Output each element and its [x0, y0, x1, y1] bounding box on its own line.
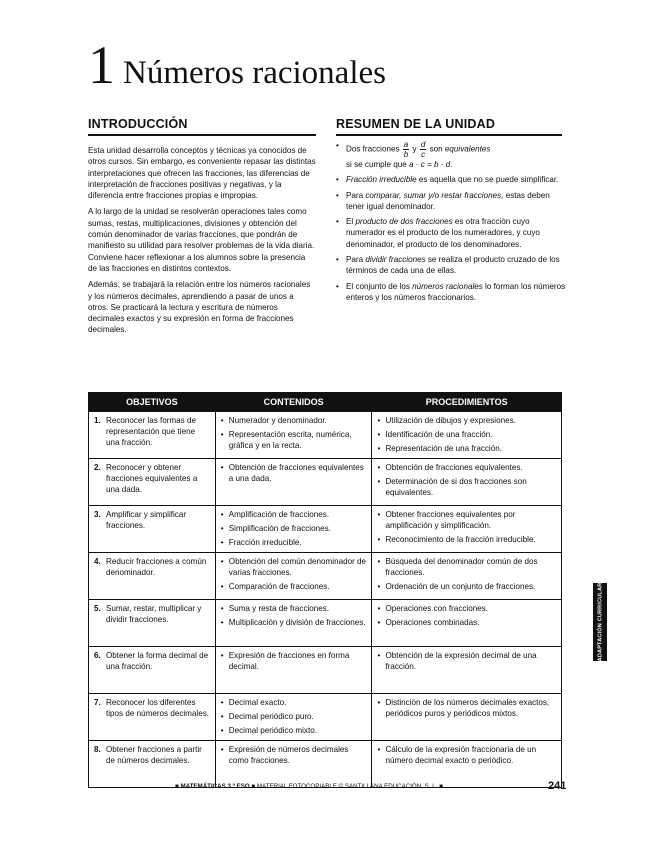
- header-objetivos: OBJETIVOS: [89, 393, 216, 412]
- content-item: • Expresión de fracciones en forma decimal.: [221, 650, 368, 672]
- summary-rule: [336, 134, 562, 136]
- table-row: [89, 459, 562, 506]
- content-cell: [215, 600, 372, 647]
- procedure-item: • Cálculo de la expresión fraccionaria de un número decimal exacto o periódico.: [377, 744, 557, 766]
- table-row: [89, 741, 562, 788]
- objective-number: 3.: [94, 510, 101, 519]
- intro-text: [88, 145, 316, 341]
- content-item: • Suma y resta de fracciones.: [221, 603, 368, 614]
- procedure-item: • Obtener fracciones equivalentes por amplificación y simplificación.: [377, 509, 557, 531]
- content-item: • Obtención del común denominador de varias fracciones.: [221, 556, 368, 578]
- fraction-a-b: $\frac{a}{b}$: [403, 140, 409, 159]
- content-cell: [215, 647, 372, 694]
- content-item: • Simplificación de fracciones.: [221, 523, 368, 534]
- procedure-item: • Obtención de la expresión decimal de una fracción.: [377, 650, 557, 672]
- table-row: [89, 694, 562, 741]
- objective-text: Reconocer los diferentes tipos de números decimales.: [106, 698, 210, 718]
- content-cell: [215, 412, 372, 459]
- fraction-d-c: $\frac{d}{c}$: [420, 140, 426, 159]
- objective-cell: [89, 459, 216, 506]
- procedure-item: • Distinción de los números decimales exactos, periódicos puros y periódicos mixtos.: [377, 697, 557, 719]
- objective-text: Obtener fracciones a partir de números decimales.: [106, 745, 202, 765]
- objective-cell: [89, 647, 216, 694]
- objective-number: 6.: [94, 651, 101, 660]
- procedure-item: • Búsqueda del denominador común de dos fracciones.: [377, 556, 557, 578]
- objective-cell: [89, 412, 216, 459]
- objective-cell: [89, 553, 216, 600]
- procedure-cell: [372, 741, 562, 788]
- content-cell: [215, 694, 372, 741]
- content-item: • Decimal periódico puro.: [221, 711, 368, 722]
- side-tab: ADAPTACIÓN CURRICULAR: [593, 583, 607, 661]
- summary-item: • El producto de dos fracciones es otra fracción cuyo numerador es el producto de los numeradores, y cuyo denominador, el producto de los denominadores.: [336, 216, 568, 250]
- procedure-cell: [372, 412, 562, 459]
- table-row: [89, 412, 562, 459]
- objective-text: Reducir fracciones a común denominador.: [106, 557, 207, 577]
- procedure-item: • Ordenación de un conjunto de fracciones.: [377, 581, 557, 592]
- content-cell: [215, 741, 372, 788]
- intro-paragraph: Además, se trabajará la relación entre los números racionales y los números decimales, aprendiendo a pasar de unos a otros. Se practicará la lectura y escritura de números decimales exactos y su expresión en forma de fracciones decimales.: [88, 280, 311, 335]
- chapter-title-text: Números racionales: [123, 55, 386, 91]
- content-item: • Obtención de fracciones equivalentes a una dada.: [221, 462, 368, 484]
- content-item: • Decimal exacto.: [221, 697, 368, 708]
- summary-item: • Para dividir fracciones se realiza el producto cruzado de los términos de cada una de ellas.: [336, 254, 568, 277]
- table-row: [89, 553, 562, 600]
- chapter-title: [88, 35, 386, 95]
- content-cell: [215, 553, 372, 600]
- procedure-cell: [372, 647, 562, 694]
- content-cell: [215, 459, 372, 506]
- content-item: • Expresión de números decimales como fracciones.: [221, 744, 368, 766]
- table-row: [89, 647, 562, 694]
- intro-paragraph: Esta unidad desarrolla conceptos y técnicas ya conocidos de otros cursos. Sin embargo, es conveniente repasar las distintas interpretaciones que ofrecen las fracciones, las diferencias de interpretación de fracciones positivas y negativas, y la diferencia entre fracciones propias e impropias.: [88, 146, 316, 201]
- content-cell: [215, 506, 372, 553]
- procedure-cell: [372, 553, 562, 600]
- content-item: • Numerador y denominador.: [221, 415, 368, 426]
- content-item: • Decimal periódico mixto.: [221, 725, 368, 736]
- procedure-cell: [372, 600, 562, 647]
- objective-number: 1.: [94, 416, 101, 425]
- objective-number: 2.: [94, 463, 101, 472]
- objective-text: Amplificar y simplificar fracciones.: [106, 510, 187, 530]
- procedure-item: • Representación de una fracción.: [377, 443, 557, 454]
- summary-item: • El conjunto de los números racionales lo forman los números enteros y los números fraccionarios.: [336, 281, 568, 304]
- procedure-cell: [372, 506, 562, 553]
- chapter-number: 1: [88, 35, 115, 95]
- content-item: • Fracción irreducible.: [221, 537, 368, 548]
- procedure-item: • Determinación de si dos fracciones son equivalentes.: [377, 476, 557, 498]
- header-procedimientos: PROCEDIMIENTOS: [372, 393, 562, 412]
- content-item: • Amplificación de fracciones.: [221, 509, 368, 520]
- intro-paragraph: A lo largo de la unidad se resolverán operaciones tales como sumas, restas, multiplicaciones, divisiones y obtención del común denominador de varias fracciones, que pondrán de manifiesto su utilidad para resolver problemas de la vida diaria. Conviene hacer reflexionar a los alumnos sobre la presencia de las fracciones en distintos contextos.: [88, 207, 315, 273]
- table-row: [89, 600, 562, 647]
- procedure-item: • Operaciones con fracciones.: [377, 603, 557, 614]
- summary-item: • Para comparar, sumar y/o restar fracciones, estas deben tener igual denominador.: [336, 190, 568, 213]
- table-header-row: [89, 393, 562, 412]
- intro-rule: [88, 134, 316, 136]
- objective-number: 4.: [94, 557, 101, 566]
- curriculum-table: [88, 392, 562, 788]
- procedure-item: • Obtención de fracciones equivalentes.: [377, 462, 557, 473]
- footer: ■ MATEMÁTICAS 3.º ESO ■ MATERIAL FOTOCOPIABLE © SANTILLANA EDUCACIÓN, S. L. ■: [175, 783, 443, 790]
- content-item: • Representación escrita, numérica, gráfica y en la recta.: [221, 429, 368, 451]
- procedure-item: • Identificación de una fracción.: [377, 429, 557, 440]
- objective-number: 7.: [94, 698, 101, 707]
- objective-text: Reconocer y obtener fracciones equivalentes a una dada.: [106, 463, 198, 494]
- content-item: • Comparación de fracciones.: [221, 581, 368, 592]
- summary-heading: RESUMEN DE LA UNIDAD: [336, 117, 496, 131]
- objective-cell: [89, 741, 216, 788]
- summary-list: [336, 140, 568, 307]
- procedure-cell: [372, 459, 562, 506]
- objective-text: Sumar, restar, multiplicar y dividir fracciones.: [106, 604, 202, 624]
- procedure-item: • Reconocimiento de la fracción irreducible.: [377, 534, 557, 545]
- header-contenidos: CONTENIDOS: [215, 393, 372, 412]
- objective-cell: [89, 600, 216, 647]
- summary-item: • Fracción irreducible es aquella que no se puede simplificar.: [336, 174, 568, 185]
- table-row: [89, 506, 562, 553]
- procedure-cell: [372, 694, 562, 741]
- objective-text: Reconocer las formas de representación que tiene una fracción.: [106, 416, 196, 447]
- procedure-item: • Utilización de dibujos y expresiones.: [377, 415, 557, 426]
- objective-cell: [89, 694, 216, 741]
- objective-text: Obtener la forma decimal de una fracción.: [106, 651, 209, 671]
- objective-number: 8.: [94, 745, 101, 754]
- procedure-item: • Operaciones combinadas.: [377, 617, 557, 628]
- objective-number: 5.: [94, 604, 101, 613]
- intro-heading: INTRODUCCIÓN: [88, 117, 188, 131]
- content-item: • Multiplicación y división de fracciones.: [221, 617, 368, 628]
- summary-item: • Dos fracciones $\frac{a}{b}$ y $\frac{d}{c}$ son equivalentes si se cumple que a · c = b · d.: [336, 140, 568, 170]
- formula: a · c = b · d: [409, 160, 451, 169]
- page-number: 241: [548, 780, 567, 792]
- objective-cell: [89, 506, 216, 553]
